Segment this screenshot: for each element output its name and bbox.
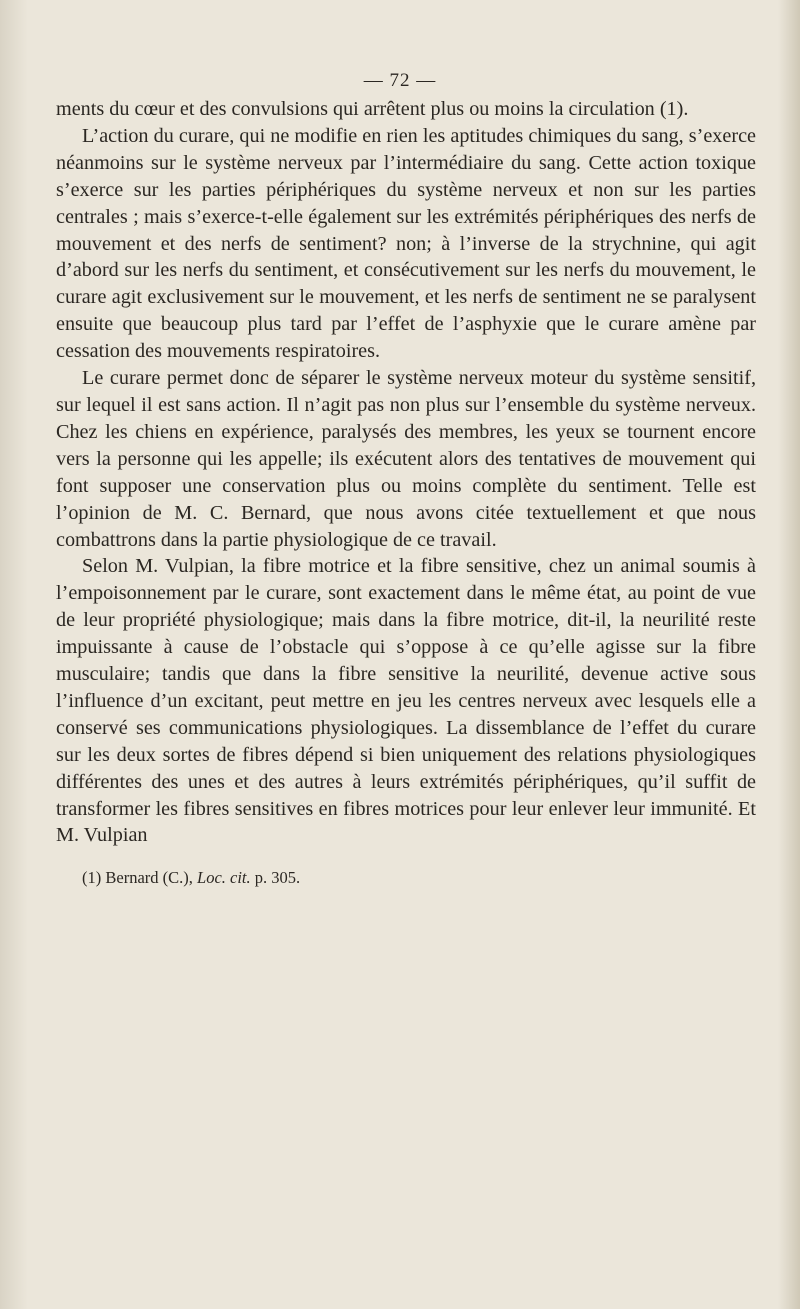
body-text [56,96,756,849]
paragraph-1: ments du cœur et des convulsions qui arrêtent plus ou moins la circulation (1). [56,98,689,120]
footnote-citation: Loc. cit. [197,868,251,887]
page-edge-shadow-right [778,0,800,1309]
footnote-page-ref: p. 305. [254,868,301,887]
page-number: — 72 — [363,70,437,91]
footnote-author: Bernard (C.), [105,868,193,887]
paragraph-3: Le curare permet donc de séparer le système nerveux moteur du système sensitif, sur lequel il est sans action. Il n’agit pas non plus sur l’ensemble du système nerveux. Chez les chiens en expérience, paralysés des membres, les yeux se tournent encore vers la personne qui les appelle; ils exécutent alors des tentatives de mouvement qui font supposer une conservation plus ou moins complète du sentiment. Telle est l’opinion de M. C. Bernard, que nous avons citée textuellement et que nous combattrons dans la partie physiologique de ce travail. [56,367,756,551]
paragraph-2: L’action du curare, qui ne modifie en rien les aptitudes chimiques du sang, s’exerce néanmoins sur le système nerveux par l’intermédiaire du sang. Cette action toxique s’exerce sur les parties périphériques du système nerveux et non sur les parties centrales ; mais s’exerce-t-elle également sur les extrémités périphériques des nerfs de mouvement et des nerfs de sentiment? non; à l’inverse de la strychnine, qui agit d’abord sur les nerfs du sentiment, et consécutivement sur les nerfs du mouvement, le curare agit exclusivement sur le mouvement, et les nerfs de sentiment ne se paralysent ensuite que beaucoup plus tard par l’effet de l’asphyxie que le curare amène par cessation des mouvements respiratoires. [56,124,756,363]
footnote-marker: (1) [82,868,102,887]
paragraph-4: Selon M. Vulpian, la fibre motrice et la fibre sensitive, chez un animal soumis à l’empoisonnement par le curare, sont exactement dans le même état, au point de vue de leur propriété physiologique; mais dans la fibre motrice, dit-il, la neurilité reste impuissante à cause de l’obstacle qui s’oppose à ce qu’elle agisse sur la fibre musculaire; tandis que dans la fibre sensitive la neurilité, devenue active sous l’influence d’un excitant, peut mettre en jeu les centres nerveux avec lesquels elle a conservé ses communications physiologiques. La dissemblance de l’effet du curare sur les deux sortes de fibres dépend si bien uniquement des relations physiologiques différentes des unes et des autres à leurs extrémités périphériques, qu’il suffit de transformer les fibres sensitives en fibres motrices pour leur enlever leur immunité. Et M. Vulpian [56,555,756,847]
footnote [82,867,742,889]
page-edge-shadow-left [0,0,28,1309]
